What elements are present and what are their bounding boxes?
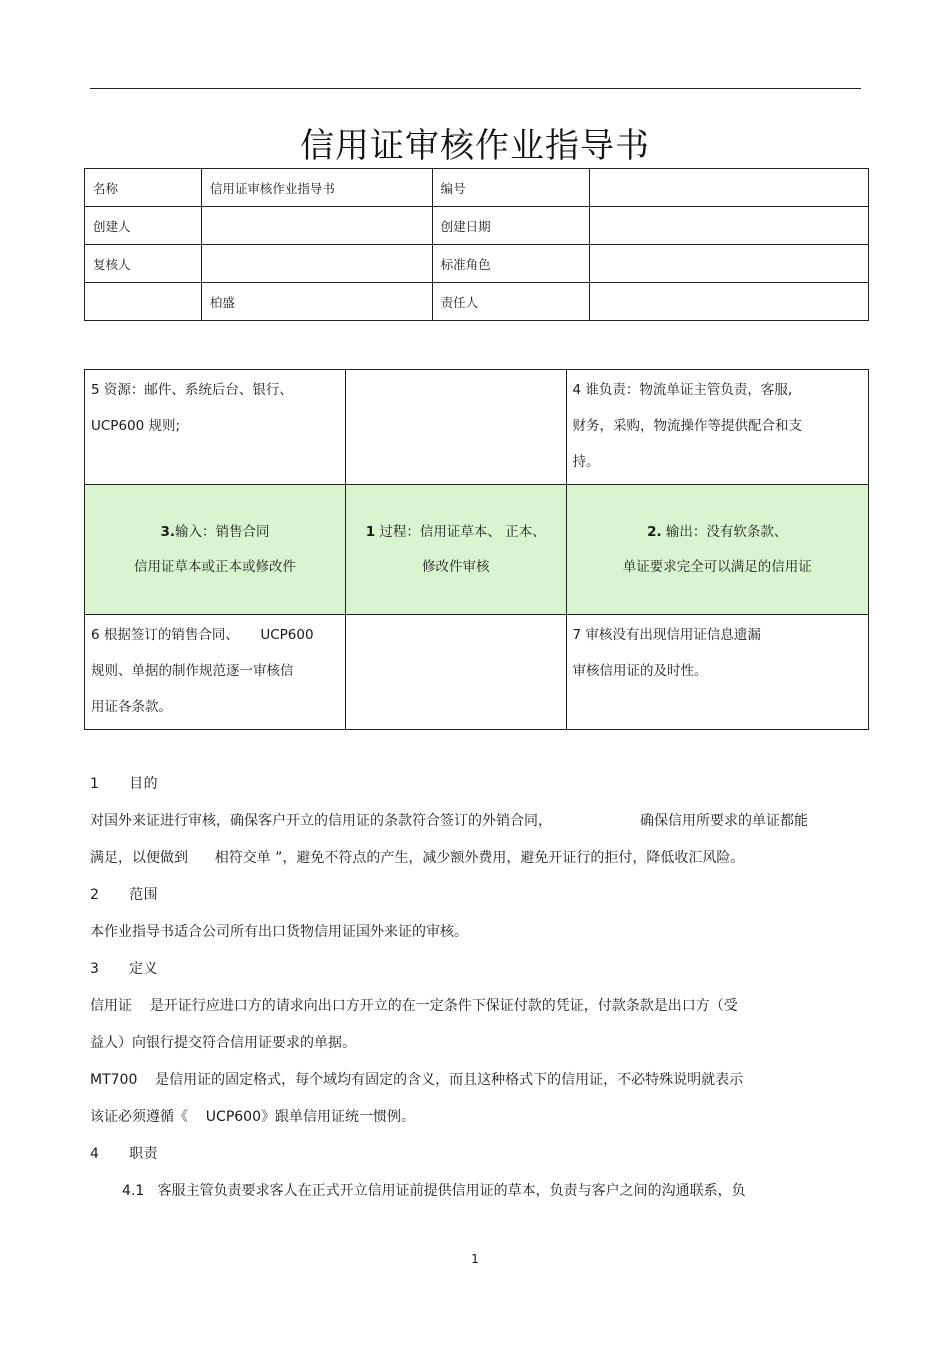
info-value: 信用证审核作业指导书 — [201, 169, 432, 207]
info-label: 编号 — [432, 169, 590, 207]
info-row-name — [85, 169, 869, 207]
flow-row-top — [85, 370, 869, 485]
input-text: 输入：销售合同 — [174, 523, 270, 540]
flow-row-bottom — [85, 615, 869, 730]
info-label: 标准角色 — [432, 245, 590, 283]
responsible-line: 持。 — [572, 454, 600, 470]
text-segment: 对国外来证进行审核，确保客户开立的信用证的条款符合签订的外销合同， — [90, 813, 552, 829]
paragraph-line: 信用证 是开证行应进口方的请求向出口方开立的在一定条件下保证付款的凭证，付款条款是出口方（受 — [90, 998, 738, 1014]
method-line: 用证各条款。 — [91, 699, 172, 715]
info-row-reviewer — [85, 245, 869, 283]
process-text: 过程：信用证草本、 正本、 — [375, 523, 546, 540]
info-value: 柏盛 — [201, 283, 432, 321]
resources-line: UCP600 规则; — [91, 418, 181, 434]
output-number: 2. — [647, 523, 662, 540]
input-cell — [85, 485, 346, 615]
output-line: 单证要求完全可以满足的信用证 — [622, 558, 812, 575]
document-body — [90, 766, 850, 1210]
paragraph-line: 该证必须遵循《 UCP600》跟单信用证统一惯例。 — [90, 1109, 415, 1125]
output-line — [573, 515, 862, 550]
info-row-owner — [85, 283, 869, 321]
info-row-creator — [85, 207, 869, 245]
header-rule — [90, 88, 861, 89]
responsible-line: 4 谁负责：物流单证主管负责，客服, — [572, 382, 793, 398]
info-value — [590, 283, 869, 321]
process-cell — [345, 485, 566, 615]
measure-line: 7 审核没有出现信用证信息遗漏 — [572, 627, 761, 643]
process-number: 1 — [365, 523, 376, 540]
process-line: 修改件审核 — [421, 558, 490, 575]
info-label: 复核人 — [85, 245, 202, 283]
info-value — [590, 207, 869, 245]
responsible-line: 财务，采购，物流操作等提供配合和支 — [572, 418, 803, 434]
info-label: 名称 — [85, 169, 202, 207]
text-segment: 确保信用所要求的单证都能 — [640, 813, 808, 829]
info-label — [85, 283, 202, 321]
paragraph-line: 益人）向银行提交符合信用证要求的单据。 — [90, 1035, 356, 1051]
paragraph-line: 满足，以便做到 相符交单 ”，避免不符点的产生，减少额外费用，避免开证行的拒付，降低收汇风险。 — [90, 850, 745, 866]
measure-cell — [566, 615, 868, 730]
section-heading-duties: 4 职责 — [90, 1146, 159, 1162]
empty-cell — [345, 370, 566, 485]
page-number: 1 — [471, 1252, 479, 1266]
method-line: 规则、单据的制作规范逐一审核信 — [91, 663, 294, 679]
info-value — [590, 245, 869, 283]
paragraph-line — [90, 803, 850, 840]
info-value — [201, 207, 432, 245]
resources-line: 5 资源：邮件、系统后台、银行、 — [91, 382, 293, 398]
input-number: 3. — [160, 523, 175, 540]
info-table — [84, 168, 869, 321]
input-line: 信用证草本或正本或修改件 — [133, 558, 296, 575]
method-line: 6 根据签订的销售合同、 UCP600 — [91, 627, 314, 643]
section-heading-purpose: 1 目的 — [90, 776, 159, 792]
paragraph-line: 4.1 客服主管负责要求客人在正式开立信用证前提供信用证的草本，负责与客户之间的沟通联系，负 — [122, 1183, 746, 1199]
info-label: 创建人 — [85, 207, 202, 245]
info-label: 责任人 — [432, 283, 590, 321]
empty-cell — [345, 615, 566, 730]
info-value — [590, 169, 869, 207]
responsible-cell — [566, 370, 868, 485]
paragraph-line: MT700 是信用证的固定格式，每个域均有固定的含义，而且这种格式下的信用证，不必特殊说明就表示 — [90, 1072, 744, 1088]
flow-row-middle — [85, 485, 869, 615]
document-title: 信用证审核作业指导书 — [300, 126, 650, 166]
measure-line: 审核信用证的及时性。 — [572, 663, 708, 679]
paragraph-line: 本作业指导书适合公司所有出口货物信用证国外来证的审核。 — [90, 924, 468, 940]
info-value — [201, 245, 432, 283]
output-cell — [566, 485, 868, 615]
output-text: 输出：没有软条款、 — [661, 523, 788, 540]
section-heading-scope: 2 范围 — [90, 887, 159, 903]
input-line — [91, 515, 339, 550]
method-cell — [85, 615, 346, 730]
section-heading-definition: 3 定义 — [90, 961, 159, 977]
process-line — [352, 515, 560, 550]
resources-cell — [85, 370, 346, 485]
info-label: 创建日期 — [432, 207, 590, 245]
process-flow-table — [84, 369, 869, 730]
